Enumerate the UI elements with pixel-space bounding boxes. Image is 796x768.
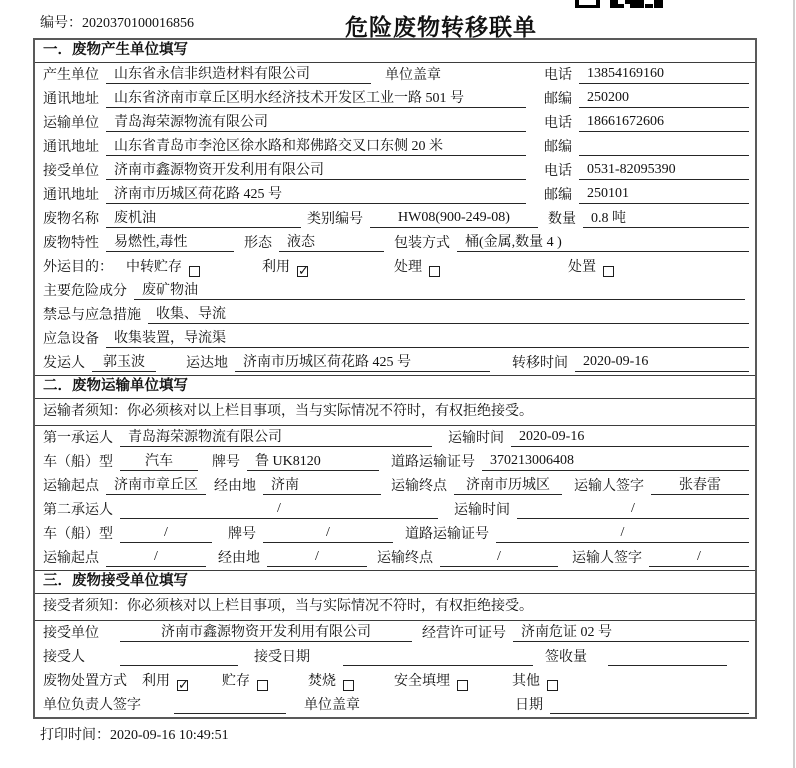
shipper-row	[35, 351, 755, 375]
receiver-notice: 接受者须知：你必须核对以上栏目事项，当与实际情况不符时，有权拒绝接受。	[35, 594, 755, 621]
transfer-time-value: 2020-09-16	[575, 354, 749, 372]
section-2-title: 二．废物运输单位填写	[35, 375, 755, 399]
disposal-option-incinerate: 焚烧	[308, 674, 336, 689]
category-code-value: HW08(900-249-08)	[370, 210, 538, 228]
route2-row	[35, 546, 755, 570]
transporter-unit-row	[35, 111, 755, 135]
accept-unit-row	[35, 621, 755, 645]
print-time-label: 打印时间：	[40, 728, 110, 743]
purpose-option-utilize: 利用	[262, 260, 290, 275]
receiver-zip-value: 250101	[579, 186, 749, 204]
form-state-value: 液态	[279, 231, 384, 252]
serial-label: 编号：	[40, 16, 82, 31]
taboo-measures-row	[35, 303, 755, 327]
producer-address-row	[35, 87, 755, 111]
receiver-address-label: 通讯地址	[43, 188, 99, 203]
license-label: 经营许可证号	[422, 626, 506, 641]
destination-label: 运达地	[186, 356, 228, 371]
route1-row	[35, 474, 755, 498]
purpose-option-storage: 中转贮存	[126, 260, 182, 275]
disposal-incinerate-checkbox	[343, 680, 354, 691]
plate2-label: 牌号	[228, 527, 256, 542]
via1-value: 济南	[263, 474, 381, 495]
dest2-value: /	[440, 549, 558, 567]
unit-seal-label: 单位盖章	[385, 68, 441, 83]
transport-time1-value: 2020-09-16	[511, 429, 749, 447]
plate1-value: 鲁 UK8120	[247, 450, 379, 471]
transporter-address-label: 通讯地址	[43, 140, 99, 155]
utilize-checkbox	[297, 266, 308, 277]
vehicle-type2-value: /	[120, 525, 212, 543]
storage-checkbox	[189, 266, 200, 277]
vehicle1-row	[35, 450, 755, 474]
receiver-unit-row	[35, 159, 755, 183]
disposal-option-other: 其他	[512, 674, 540, 689]
origin2-value: /	[106, 549, 206, 567]
waste-trait-label: 废物特性	[43, 236, 99, 251]
document-header	[0, 0, 796, 38]
transporter-zip-value	[579, 138, 749, 156]
disposal-option-utilize: 利用	[142, 674, 170, 689]
accept-date-value	[343, 648, 533, 666]
second-carrier-label: 第二承运人	[43, 503, 113, 518]
plate2-value: /	[263, 525, 393, 543]
via1-label: 经由地	[214, 479, 256, 494]
road-permit1-value: 370213006408	[482, 453, 749, 471]
leader-sign-row	[35, 693, 755, 717]
qr-code-fragment	[575, 0, 663, 8]
unit-seal2-label: 单位盖章	[304, 698, 360, 713]
sign1-value: 张春雷	[651, 474, 749, 495]
sign2-value: /	[649, 549, 749, 567]
transporter-phone-label: 电话	[544, 116, 572, 131]
hazard-component-value: 废矿物油	[134, 279, 745, 300]
transfer-time-label: 转移时间	[512, 356, 568, 371]
receiver-phone-value: 0531-82095390	[579, 162, 749, 180]
serial-value: 2020370100016856	[82, 16, 194, 31]
second-carrier-value: /	[120, 501, 438, 519]
purpose-option-dispose: 处置	[568, 260, 596, 275]
taboo-measures-value: 收集、导流	[148, 303, 749, 324]
disposal-other-checkbox	[547, 680, 558, 691]
quantity-value: 0.8 吨	[583, 207, 749, 228]
receiver-unit-value: 济南市鑫源物资开发利用有限公司	[106, 159, 526, 180]
emergency-equipment-value: 收集装置，导流渠	[106, 327, 749, 348]
plate1-label: 牌号	[212, 455, 240, 470]
transfer-purpose-row	[35, 255, 755, 279]
hazard-component-row	[35, 279, 755, 303]
manifest-form	[33, 38, 757, 719]
waste-name-value: 废机油	[106, 207, 301, 228]
vehicle2-row	[35, 522, 755, 546]
taboo-measures-label: 禁忌与应急措施	[43, 308, 141, 323]
producer-address-value: 山东省济南市章丘区明水经济技术开发区工业一路 501 号	[106, 87, 526, 108]
disposal-option-landfill: 安全填埋	[394, 674, 450, 689]
waste-trait-value: 易燃性,毒性	[106, 231, 234, 252]
accept-date-label: 接受日期	[254, 650, 310, 665]
disposal-landfill-checkbox	[457, 680, 468, 691]
hazard-component-label: 主要危险成分	[43, 284, 127, 299]
vehicle-type1-label: 车（船）型	[43, 455, 113, 470]
road-permit2-value: /	[496, 525, 749, 543]
vehicle-type2-label: 车（船）型	[43, 527, 113, 542]
transporter-address-value: 山东省青岛市李沧区徐水路和郑佛路交叉口东侧 20 米	[106, 135, 526, 156]
origin2-label: 运输起点	[43, 551, 99, 566]
dispose-checkbox	[603, 266, 614, 277]
treat-checkbox	[429, 266, 440, 277]
shipper-label: 发运人	[43, 356, 85, 371]
transport-time1-label: 运输时间	[448, 431, 504, 446]
transport-time2-label: 运输时间	[454, 503, 510, 518]
producer-zip-label: 邮编	[544, 92, 572, 107]
via2-value: /	[267, 549, 367, 567]
emergency-equipment-label: 应急设备	[43, 332, 99, 347]
print-time-value: 2020-09-16 10:49:51	[110, 728, 229, 743]
producer-unit-value: 山东省永信非织造材料有限公司	[106, 63, 371, 84]
via2-label: 经由地	[218, 551, 260, 566]
license-value: 济南危证 02 号	[513, 621, 749, 642]
waste-trait-row	[35, 231, 755, 255]
transporter-address-row	[35, 135, 755, 159]
origin1-label: 运输起点	[43, 479, 99, 494]
accept-unit-value: 济南市鑫源物资开发利用有限公司	[120, 621, 412, 642]
leader-sign-value	[174, 696, 286, 714]
dest1-label: 运输终点	[391, 479, 447, 494]
waste-name-label: 废物名称	[43, 212, 99, 227]
dest2-label: 运输终点	[377, 551, 433, 566]
disposal-utilize-checkbox	[177, 680, 188, 691]
date-label: 日期	[515, 698, 543, 713]
recipient-label: 接受人	[43, 650, 85, 665]
quantity-label: 数量	[548, 212, 576, 227]
origin1-value: 济南市章丘区	[106, 474, 206, 495]
producer-phone-label: 电话	[544, 68, 572, 83]
disposal-method-label: 废物处置方式	[43, 674, 127, 689]
receipt-qty-value	[608, 648, 727, 666]
transfer-purpose-label: 外运目的：	[43, 260, 113, 275]
receiver-address-value: 济南市历城区荷花路 425 号	[106, 183, 526, 204]
transporter-phone-value: 18661672606	[579, 114, 749, 132]
producer-unit-row	[35, 63, 755, 87]
leader-sign-label: 单位负责人签字	[43, 698, 141, 713]
shipper-value: 郭玉波	[92, 351, 156, 372]
receiver-phone-label: 电话	[544, 164, 572, 179]
producer-unit-label: 产生单位	[43, 68, 99, 83]
producer-address-label: 通讯地址	[43, 92, 99, 107]
disposal-method-row	[35, 669, 755, 693]
packing-label: 包装方式	[394, 236, 450, 251]
road-permit1-label: 道路运输证号	[391, 455, 475, 470]
section-1-title: 一．废物产生单位填写	[35, 40, 755, 63]
receiver-zip-label: 邮编	[544, 188, 572, 203]
receipt-qty-label: 签收量	[545, 650, 587, 665]
print-time	[40, 724, 796, 744]
transporter-notice: 运输者须知：你必须核对以上栏目事项，当与实际情况不符时，有权拒绝接受。	[35, 399, 755, 426]
section-3-title: 三．废物接受单位填写	[35, 570, 755, 594]
second-carrier-row	[35, 498, 755, 522]
road-permit2-label: 道路运输证号	[405, 527, 489, 542]
receiver-address-row	[35, 183, 755, 207]
dest1-value: 济南市历城区	[454, 474, 562, 495]
first-carrier-row	[35, 426, 755, 450]
packing-value: 桶(金属,数量 4 )	[457, 231, 749, 252]
vehicle-type1-value: 汽车	[120, 450, 198, 471]
waste-name-row	[35, 207, 755, 231]
destination-value: 济南市历城区荷花路 425 号	[235, 351, 490, 372]
category-code-label: 类别编号	[307, 212, 363, 227]
first-carrier-value: 青岛海荣源物流有限公司	[120, 426, 432, 447]
sign2-label: 运输人签字	[572, 551, 642, 566]
recipient-value	[120, 648, 238, 666]
producer-zip-value: 250200	[579, 90, 749, 108]
disposal-option-store: 贮存	[222, 674, 250, 689]
transporter-zip-label: 邮编	[544, 140, 572, 155]
form-state-label: 形态	[244, 236, 272, 251]
disposal-store-checkbox	[257, 680, 268, 691]
page-right-edge	[793, 0, 795, 768]
transporter-unit-label: 运输单位	[43, 116, 99, 131]
sign1-label: 运输人签字	[574, 479, 644, 494]
transport-time2-value: /	[517, 501, 749, 519]
transporter-unit-value: 青岛海荣源物流有限公司	[106, 111, 526, 132]
emergency-equipment-row	[35, 327, 755, 351]
first-carrier-label: 第一承运人	[43, 431, 113, 446]
accept-unit-label: 接受单位	[43, 626, 99, 641]
date-value	[550, 696, 749, 714]
receiver-unit-label: 接受单位	[43, 164, 99, 179]
page-title: 危险废物转移联单	[345, 15, 537, 40]
serial-number	[40, 12, 194, 32]
purpose-option-treat: 处理	[394, 260, 422, 275]
producer-phone-value: 13854169160	[579, 66, 749, 84]
recipient-row	[35, 645, 755, 669]
